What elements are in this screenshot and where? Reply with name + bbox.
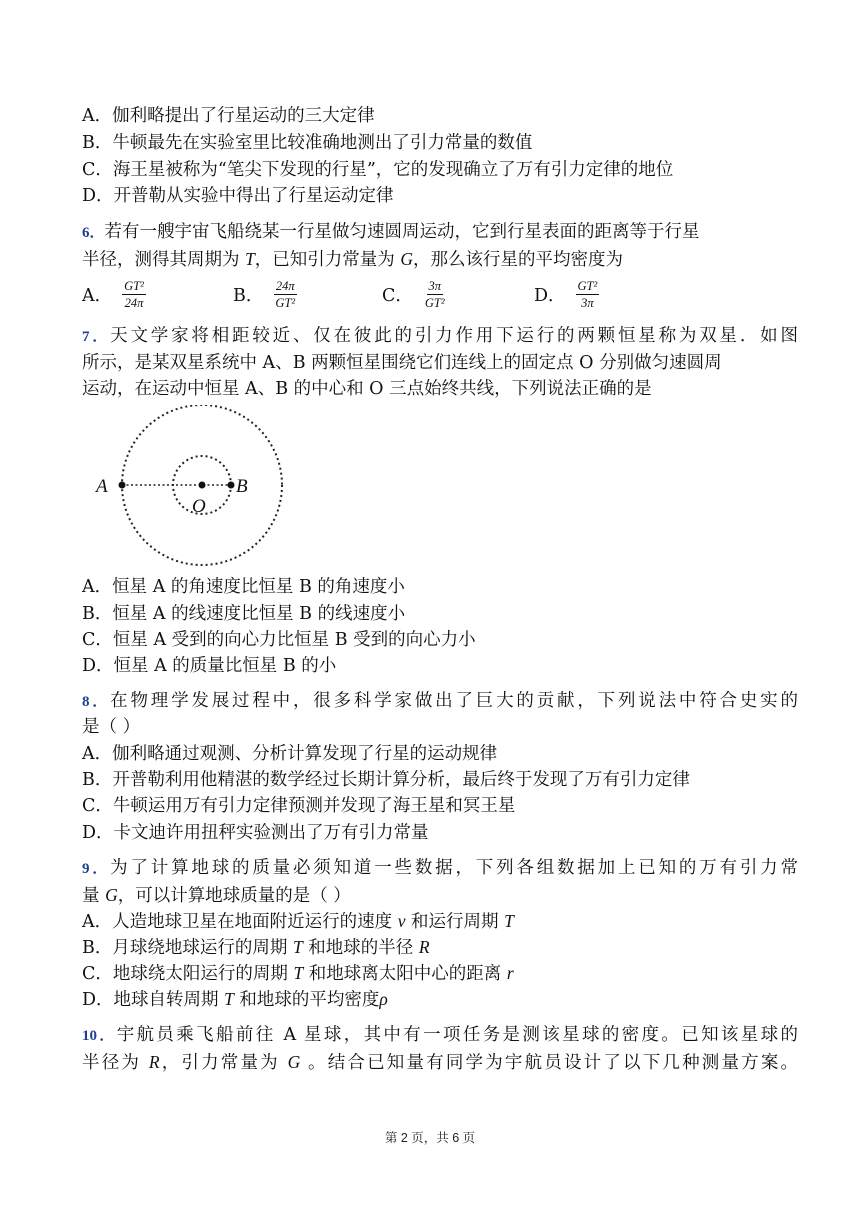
var-v: v (397, 911, 406, 931)
q8-option-b: B．开普勒利用他精湛的数学经过长期计算分析，最后终于发现了万有引力定律 (82, 770, 690, 790)
q7-option-a: A．恒星 A 的角速度比恒星 B 的角速度小 (82, 577, 405, 597)
q9-option-b-text-2: 和地球的半径 (302, 938, 419, 958)
q10-text-2c: 。结合已知量有同学为宇航员设计了以下几种测量方案。 (300, 1053, 799, 1073)
var-T: T (504, 911, 514, 931)
fraction-denominator: 3π (581, 295, 594, 310)
q8-line-1 (82, 688, 798, 715)
q9-option-c-text-2: 和地球离太阳中心的距离 (303, 964, 507, 984)
var-r: r (506, 963, 514, 983)
fraction (576, 279, 600, 310)
q10-number: 10． (82, 1028, 117, 1044)
q6-text-2b: ，已知引力常量为 (254, 250, 401, 270)
q9-option-c-text: C．地球绕太阳运行的周期 (82, 964, 294, 984)
q9-option-b (82, 934, 430, 961)
q7-option-d: D．恒星 A 的质量比恒星 B 的小 (82, 656, 337, 676)
center-o-dot (199, 482, 206, 489)
q6-line-1 (82, 219, 700, 246)
q7-text-1: 天文学家将相距较近、仅在彼此的引力作用下运行的两颗恒星称为双星．如图 (110, 326, 798, 346)
q8-number: 8． (82, 694, 111, 710)
binary-star-diagram (90, 405, 300, 570)
q10-text-2a: 半径为 (82, 1053, 149, 1073)
label-o: O (192, 496, 206, 517)
q9-text-1: 为了计算地球的质量必须知道一些数据，下列各组数据加上已知的万有引力常 (110, 858, 798, 878)
fraction (273, 279, 297, 310)
q6-option-a (82, 274, 146, 314)
q9-line-2 (82, 882, 351, 909)
q6-option-d (534, 274, 599, 314)
q10-line-1 (82, 1022, 798, 1049)
q9-text-2a: 量 (82, 886, 106, 906)
q7-option-c: C．恒星 A 受到的向心力比恒星 B 受到的向心力小 (82, 630, 476, 650)
var-G: G (105, 885, 118, 905)
q8-text-1: 在物理学发展过程中，很多科学家做出了巨大的贡献，下列说法中符合史实的 (110, 691, 798, 711)
var-T: T (292, 937, 303, 957)
star-a-dot (119, 482, 126, 489)
q6-line-2 (82, 246, 623, 273)
q6-text-2a: 半径，测得其周期为 (82, 250, 246, 270)
fraction-numerator: 3π (428, 278, 442, 293)
q9-line-1 (82, 855, 798, 882)
fraction (423, 279, 447, 310)
fraction-denominator: 24π (124, 295, 144, 310)
q9-option-b-text: B．月球绕地球运行的周期 (82, 938, 293, 958)
q5-option-b: B．牛顿最先在实验室里比较准确地测出了引力常量的数值 (82, 133, 533, 153)
q10-line-2 (82, 1049, 798, 1076)
var-R: R (148, 1052, 160, 1072)
q6-text-2c: ，那么该行星的平均密度为 (413, 250, 623, 270)
q7-line-2: 所示，是某双星系统中 A、B 两颗恒星围绕它们连线上的固定点 O 分别做匀速圆周 (82, 353, 722, 373)
q8-option-c: C．牛顿运用万有引力定律预测并发现了海王星和冥王星 (82, 796, 516, 816)
var-T: T (224, 989, 234, 1009)
option-label: D． (534, 285, 566, 306)
var-G: G (400, 249, 413, 269)
q9-option-d-text-2: 和地球的平均密度 (233, 990, 380, 1010)
q5-option-d: D．开普勒从实验中得出了行星运动定律 (82, 186, 394, 206)
option-label: B． (233, 285, 264, 306)
option-label: C． (382, 285, 413, 306)
star-b-dot (228, 482, 235, 489)
q10-text-2b: ，引力常量为 (159, 1053, 288, 1073)
fraction-denominator: GT² (424, 295, 445, 310)
q7-line-3: 运动，在运动中恒星 A、B 的中心和 O 三点始终共线，下列说法正确的是 (82, 379, 652, 399)
fraction-numerator: GT² (577, 278, 598, 293)
q6-number: 6． (82, 225, 105, 241)
option-label: A． (82, 285, 113, 306)
q8-line-2: 是（ ） (82, 717, 141, 737)
var-G: G (287, 1052, 301, 1072)
q8-option-a: A．伽利略通过观测、分析计算发现了行星的运动规律 (82, 744, 498, 764)
q5-option-c: C．海王星被称为“笔尖下发现的行星”，它的发现确立了万有引力定律的地位 (82, 160, 674, 180)
q9-number: 9． (82, 861, 111, 877)
fraction-numerator: 24π (275, 278, 295, 293)
var-rho: ρ (379, 989, 388, 1009)
q5-option-a: A．伽利略提出了行星运动的三大定律 (82, 106, 375, 126)
q9-option-a-text: A．人造地球卫星在地面附近运行的速度 (82, 912, 398, 932)
label-a: A (96, 476, 108, 497)
q7-number: 7． (82, 329, 111, 345)
fraction-denominator: GT² (275, 295, 296, 310)
q9-option-a (82, 908, 514, 935)
fraction (122, 279, 146, 310)
q7-line-1 (82, 323, 798, 350)
q9-text-2b: ，可以计算地球质量的是（ ） (117, 886, 351, 906)
q9-option-c (82, 960, 514, 987)
page-footer: 第 2 页，共 6 页 (384, 1131, 476, 1145)
q8-option-d: D．卡文迪许用扭秤实验测出了万有引力常量 (82, 823, 429, 843)
fraction-numerator: GT² (124, 278, 144, 293)
q7-option-b: B．恒星 A 的线速度比恒星 B 的线速度小 (82, 604, 406, 624)
label-b: B (236, 476, 248, 497)
q6-options (82, 274, 782, 314)
q9-option-d (82, 986, 388, 1013)
q6-option-c (382, 274, 447, 314)
var-T: T (293, 963, 304, 983)
var-T: T (245, 249, 255, 269)
q9-option-a-text-2: 和运行周期 (405, 912, 505, 932)
q6-option-b (233, 274, 297, 314)
var-R: R (418, 937, 430, 957)
q6-text-1: 若有一艘宇宙飞船绕某一行星做匀速圆周运动，它到行星表面的距离等于行星 (104, 222, 700, 242)
q10-text-1: 宇航员乘飞船前往 A 星球，其中有一项任务是测该星球的密度。已知该星球的 (116, 1025, 798, 1045)
q9-option-d-text: D．地球自转周期 (82, 990, 225, 1010)
